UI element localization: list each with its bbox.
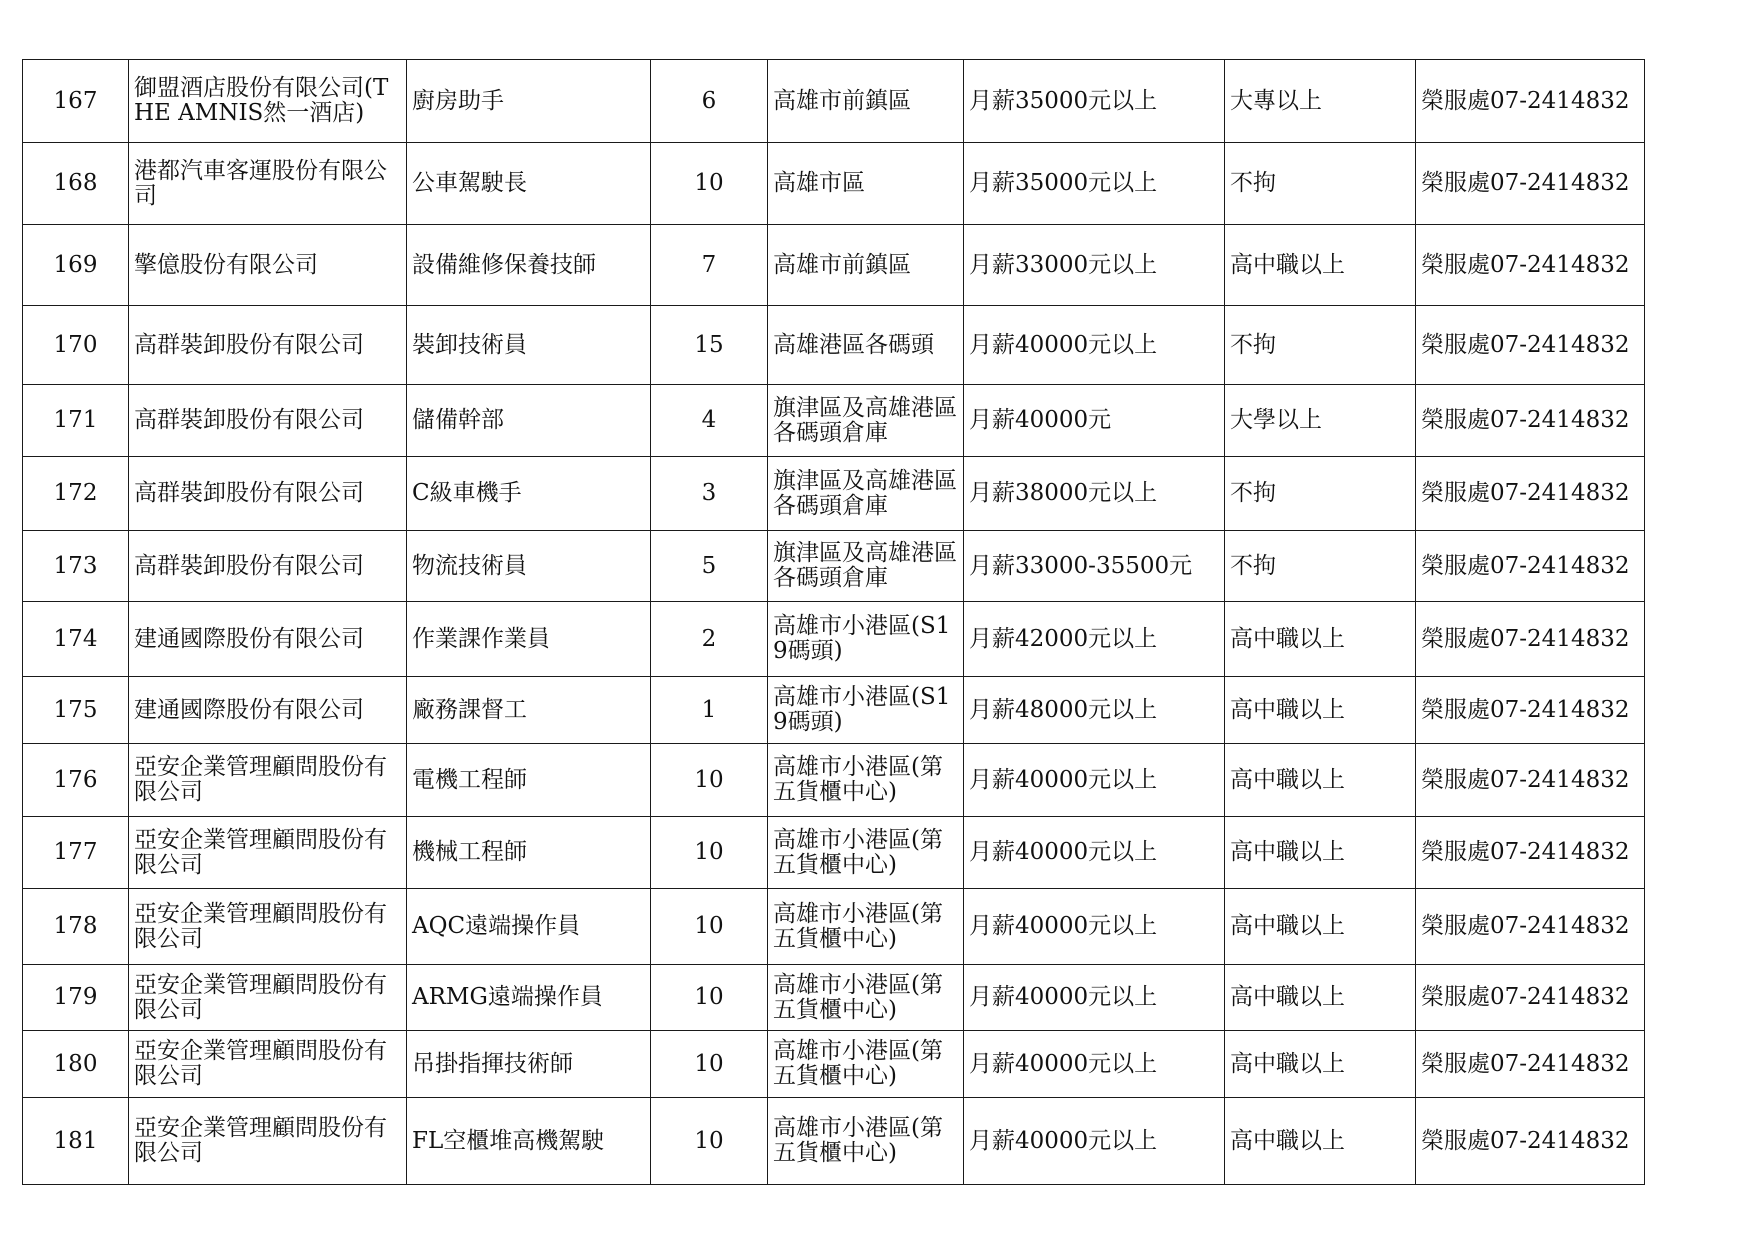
table-row xyxy=(23,457,1645,531)
job-title: 設備維修保養技師 xyxy=(407,225,651,306)
table-row xyxy=(23,744,1645,817)
job-title: 吊掛指揮技術師 xyxy=(407,1031,651,1098)
opening-count: 2 xyxy=(651,602,768,677)
job-title: 儲備幹部 xyxy=(407,385,651,457)
education-requirement: 高中職以上 xyxy=(1225,965,1416,1031)
education-requirement: 高中職以上 xyxy=(1225,677,1416,744)
table-row xyxy=(23,1098,1645,1185)
row-number: 170 xyxy=(23,306,129,385)
company-name: 高群裝卸股份有限公司 xyxy=(129,457,407,531)
work-location: 高雄市小港區(第五貨櫃中心) xyxy=(768,889,964,965)
table-row xyxy=(23,143,1645,225)
row-number: 180 xyxy=(23,1031,129,1098)
work-location: 旗津區及高雄港區各碼頭倉庫 xyxy=(768,457,964,531)
job-title: AQC遠端操作員 xyxy=(407,889,651,965)
salary: 月薪40000元以上 xyxy=(964,1098,1225,1185)
salary: 月薪42000元以上 xyxy=(964,602,1225,677)
opening-count: 7 xyxy=(651,225,768,306)
education-requirement: 不拘 xyxy=(1225,143,1416,225)
table-row xyxy=(23,385,1645,457)
company-name: 亞安企業管理顧問股份有限公司 xyxy=(129,817,407,889)
contact-info: 榮服處07-2414832 xyxy=(1416,602,1645,677)
table-row xyxy=(23,60,1645,143)
contact-info: 榮服處07-2414832 xyxy=(1416,965,1645,1031)
job-title: 裝卸技術員 xyxy=(407,306,651,385)
row-number: 178 xyxy=(23,889,129,965)
work-location: 高雄市前鎮區 xyxy=(768,225,964,306)
contact-info: 榮服處07-2414832 xyxy=(1416,306,1645,385)
salary: 月薪40000元以上 xyxy=(964,817,1225,889)
contact-info: 榮服處07-2414832 xyxy=(1416,889,1645,965)
job-title: 公車駕駛長 xyxy=(407,143,651,225)
company-name: 亞安企業管理顧問股份有限公司 xyxy=(129,1031,407,1098)
company-name: 高群裝卸股份有限公司 xyxy=(129,306,407,385)
salary: 月薪40000元 xyxy=(964,385,1225,457)
company-name: 亞安企業管理顧問股份有限公司 xyxy=(129,744,407,817)
row-number: 169 xyxy=(23,225,129,306)
row-number: 177 xyxy=(23,817,129,889)
contact-info: 榮服處07-2414832 xyxy=(1416,143,1645,225)
education-requirement: 高中職以上 xyxy=(1225,1098,1416,1185)
salary: 月薪48000元以上 xyxy=(964,677,1225,744)
company-name: 建通國際股份有限公司 xyxy=(129,677,407,744)
company-name: 亞安企業管理顧問股份有限公司 xyxy=(129,889,407,965)
contact-info: 榮服處07-2414832 xyxy=(1416,744,1645,817)
company-name: 港都汽車客運股份有限公司 xyxy=(129,143,407,225)
row-number: 167 xyxy=(23,60,129,143)
table-row xyxy=(23,1031,1645,1098)
salary: 月薪35000元以上 xyxy=(964,60,1225,143)
opening-count: 3 xyxy=(651,457,768,531)
opening-count: 10 xyxy=(651,744,768,817)
education-requirement: 高中職以上 xyxy=(1225,1031,1416,1098)
education-requirement: 高中職以上 xyxy=(1225,225,1416,306)
opening-count: 10 xyxy=(651,965,768,1031)
opening-count: 1 xyxy=(651,677,768,744)
table-row xyxy=(23,965,1645,1031)
row-number: 172 xyxy=(23,457,129,531)
company-name: 高群裝卸股份有限公司 xyxy=(129,385,407,457)
company-name: 擎億股份有限公司 xyxy=(129,225,407,306)
work-location: 高雄市小港區(S19碼頭) xyxy=(768,602,964,677)
salary: 月薪33000元以上 xyxy=(964,225,1225,306)
opening-count: 4 xyxy=(651,385,768,457)
work-location: 高雄港區各碼頭 xyxy=(768,306,964,385)
education-requirement: 高中職以上 xyxy=(1225,744,1416,817)
job-title: ARMG遠端操作員 xyxy=(407,965,651,1031)
company-name: 御盟酒店股份有限公司(THE AMNIS然一酒店) xyxy=(129,60,407,143)
work-location: 高雄市小港區(第五貨櫃中心) xyxy=(768,1031,964,1098)
opening-count: 5 xyxy=(651,531,768,602)
table-row xyxy=(23,531,1645,602)
job-title: C級車機手 xyxy=(407,457,651,531)
salary: 月薪35000元以上 xyxy=(964,143,1225,225)
salary: 月薪38000元以上 xyxy=(964,457,1225,531)
job-title: 電機工程師 xyxy=(407,744,651,817)
contact-info: 榮服處07-2414832 xyxy=(1416,817,1645,889)
job-listing-table xyxy=(22,59,1645,1185)
row-number: 174 xyxy=(23,602,129,677)
row-number: 168 xyxy=(23,143,129,225)
education-requirement: 高中職以上 xyxy=(1225,889,1416,965)
education-requirement: 高中職以上 xyxy=(1225,602,1416,677)
contact-info: 榮服處07-2414832 xyxy=(1416,385,1645,457)
work-location: 高雄市小港區(第五貨櫃中心) xyxy=(768,1098,964,1185)
table-row xyxy=(23,817,1645,889)
company-name: 亞安企業管理顧問股份有限公司 xyxy=(129,965,407,1031)
education-requirement: 不拘 xyxy=(1225,306,1416,385)
opening-count: 15 xyxy=(651,306,768,385)
education-requirement: 不拘 xyxy=(1225,457,1416,531)
job-title: 廠務課督工 xyxy=(407,677,651,744)
job-title: FL空櫃堆高機駕駛 xyxy=(407,1098,651,1185)
salary: 月薪40000元以上 xyxy=(964,744,1225,817)
row-number: 171 xyxy=(23,385,129,457)
education-requirement: 不拘 xyxy=(1225,531,1416,602)
table-row xyxy=(23,225,1645,306)
row-number: 173 xyxy=(23,531,129,602)
row-number: 181 xyxy=(23,1098,129,1185)
opening-count: 10 xyxy=(651,1098,768,1185)
contact-info: 榮服處07-2414832 xyxy=(1416,677,1645,744)
work-location: 高雄市區 xyxy=(768,143,964,225)
salary: 月薪40000元以上 xyxy=(964,965,1225,1031)
opening-count: 10 xyxy=(651,1031,768,1098)
contact-info: 榮服處07-2414832 xyxy=(1416,1098,1645,1185)
job-title: 機械工程師 xyxy=(407,817,651,889)
contact-info: 榮服處07-2414832 xyxy=(1416,531,1645,602)
salary: 月薪40000元以上 xyxy=(964,889,1225,965)
row-number: 175 xyxy=(23,677,129,744)
table-row xyxy=(23,889,1645,965)
opening-count: 10 xyxy=(651,817,768,889)
table-row xyxy=(23,602,1645,677)
opening-count: 6 xyxy=(651,60,768,143)
row-number: 179 xyxy=(23,965,129,1031)
work-location: 高雄市小港區(第五貨櫃中心) xyxy=(768,744,964,817)
opening-count: 10 xyxy=(651,889,768,965)
education-requirement: 大學以上 xyxy=(1225,385,1416,457)
table-row xyxy=(23,677,1645,744)
contact-info: 榮服處07-2414832 xyxy=(1416,1031,1645,1098)
work-location: 高雄市小港區(S19碼頭) xyxy=(768,677,964,744)
company-name: 建通國際股份有限公司 xyxy=(129,602,407,677)
table-row xyxy=(23,306,1645,385)
salary: 月薪40000元以上 xyxy=(964,306,1225,385)
education-requirement: 高中職以上 xyxy=(1225,817,1416,889)
contact-info: 榮服處07-2414832 xyxy=(1416,225,1645,306)
education-requirement: 大專以上 xyxy=(1225,60,1416,143)
work-location: 旗津區及高雄港區各碼頭倉庫 xyxy=(768,531,964,602)
work-location: 高雄市小港區(第五貨櫃中心) xyxy=(768,965,964,1031)
work-location: 高雄市前鎮區 xyxy=(768,60,964,143)
salary: 月薪40000元以上 xyxy=(964,1031,1225,1098)
job-title: 廚房助手 xyxy=(407,60,651,143)
company-name: 亞安企業管理顧問股份有限公司 xyxy=(129,1098,407,1185)
opening-count: 10 xyxy=(651,143,768,225)
work-location: 高雄市小港區(第五貨櫃中心) xyxy=(768,817,964,889)
contact-info: 榮服處07-2414832 xyxy=(1416,60,1645,143)
contact-info: 榮服處07-2414832 xyxy=(1416,457,1645,531)
work-location: 旗津區及高雄港區各碼頭倉庫 xyxy=(768,385,964,457)
row-number: 176 xyxy=(23,744,129,817)
salary: 月薪33000-35500元 xyxy=(964,531,1225,602)
job-title: 作業課作業員 xyxy=(407,602,651,677)
company-name: 高群裝卸股份有限公司 xyxy=(129,531,407,602)
job-title: 物流技術員 xyxy=(407,531,651,602)
